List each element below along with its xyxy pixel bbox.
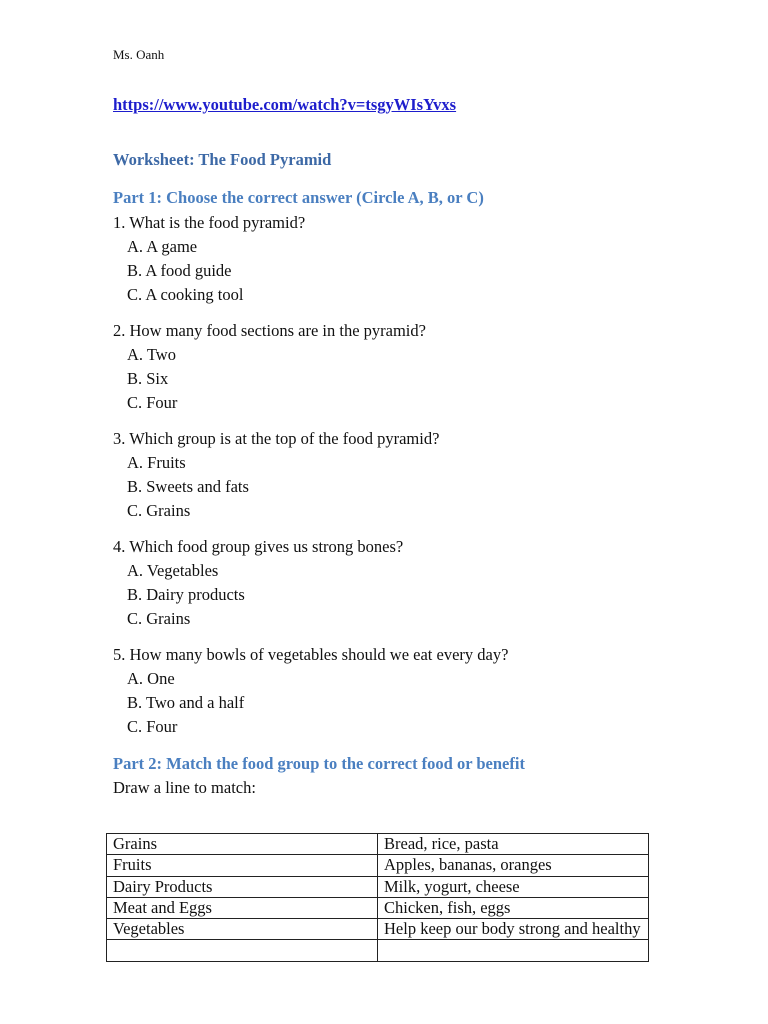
answer-option[interactable]: A. Two: [127, 344, 176, 364]
food-benefit-cell: Apples, bananas, oranges: [378, 855, 649, 876]
food-group-cell: Dairy Products: [107, 876, 378, 897]
table-row: [107, 940, 649, 961]
part2-heading: Part 2: Match the food group to the correct food or benefit: [113, 754, 525, 773]
question-text: 5. How many bowls of vegetables should we eat every day?: [113, 645, 509, 665]
answer-option[interactable]: B. Six: [127, 368, 169, 388]
question-text: 1. What is the food pyramid?: [113, 213, 306, 232]
question-spacer: [113, 307, 508, 319]
answer-option[interactable]: C. Grains: [127, 608, 191, 628]
question-text: 2. How many food sections are in the pyramid?: [113, 321, 426, 341]
answer-option[interactable]: A. Vegetables: [127, 560, 219, 580]
part1-heading: Part 1: Choose the correct answer (Circle A, B, or C): [113, 188, 484, 207]
table-row: [107, 897, 649, 918]
answer-option[interactable]: B. Sweets and fats: [127, 476, 249, 496]
question-spacer: [113, 631, 508, 643]
food-benefit-cell: Chicken, fish, eggs: [378, 897, 649, 918]
worksheet-title: Worksheet: The Food Pyramid: [113, 150, 332, 169]
question-spacer: [113, 523, 508, 535]
food-benefit-cell: Bread, rice, pasta: [378, 834, 649, 855]
table-row: [107, 876, 649, 897]
table-row: [107, 834, 649, 855]
question-text: 4. Which food group gives us strong bones?: [113, 537, 404, 557]
answer-option[interactable]: C. Four: [127, 716, 178, 736]
question-spacer: [113, 415, 508, 427]
food-group-cell: [107, 940, 378, 961]
food-group-cell: Meat and Eggs: [107, 897, 378, 918]
author-header: Ms. Oanh: [113, 47, 165, 62]
question-text: 3. Which group is at the top of the food pyramid?: [113, 429, 440, 449]
matching-table: [106, 833, 649, 962]
answer-option[interactable]: C. Grains: [127, 500, 191, 520]
food-group-cell: Fruits: [107, 855, 378, 876]
answer-option[interactable]: C. Four: [127, 392, 178, 412]
answer-option[interactable]: B. Two and a half: [127, 692, 245, 712]
answer-option[interactable]: A. One: [127, 668, 175, 688]
answer-option[interactable]: B. Dairy products: [127, 584, 245, 604]
food-benefit-cell: Help keep our body strong and healthy: [378, 919, 649, 940]
answer-option[interactable]: C. A cooking tool: [127, 284, 244, 304]
answer-option[interactable]: A. Fruits: [127, 452, 186, 472]
part2-instruction: Draw a line to match:: [113, 778, 256, 797]
food-group-cell: Grains: [107, 834, 378, 855]
table-row: [107, 919, 649, 940]
answer-option[interactable]: A. A game: [127, 236, 198, 256]
answer-option[interactable]: B. A food guide: [127, 260, 232, 280]
question-list: [113, 211, 508, 739]
table-row: [107, 855, 649, 876]
food-benefit-cell: Milk, yogurt, cheese: [378, 876, 649, 897]
food-group-cell: Vegetables: [107, 919, 378, 940]
video-link[interactable]: https://www.youtube.com/watch?v=tsgyWIsYvxs: [113, 95, 457, 114]
food-benefit-cell: [378, 940, 649, 961]
